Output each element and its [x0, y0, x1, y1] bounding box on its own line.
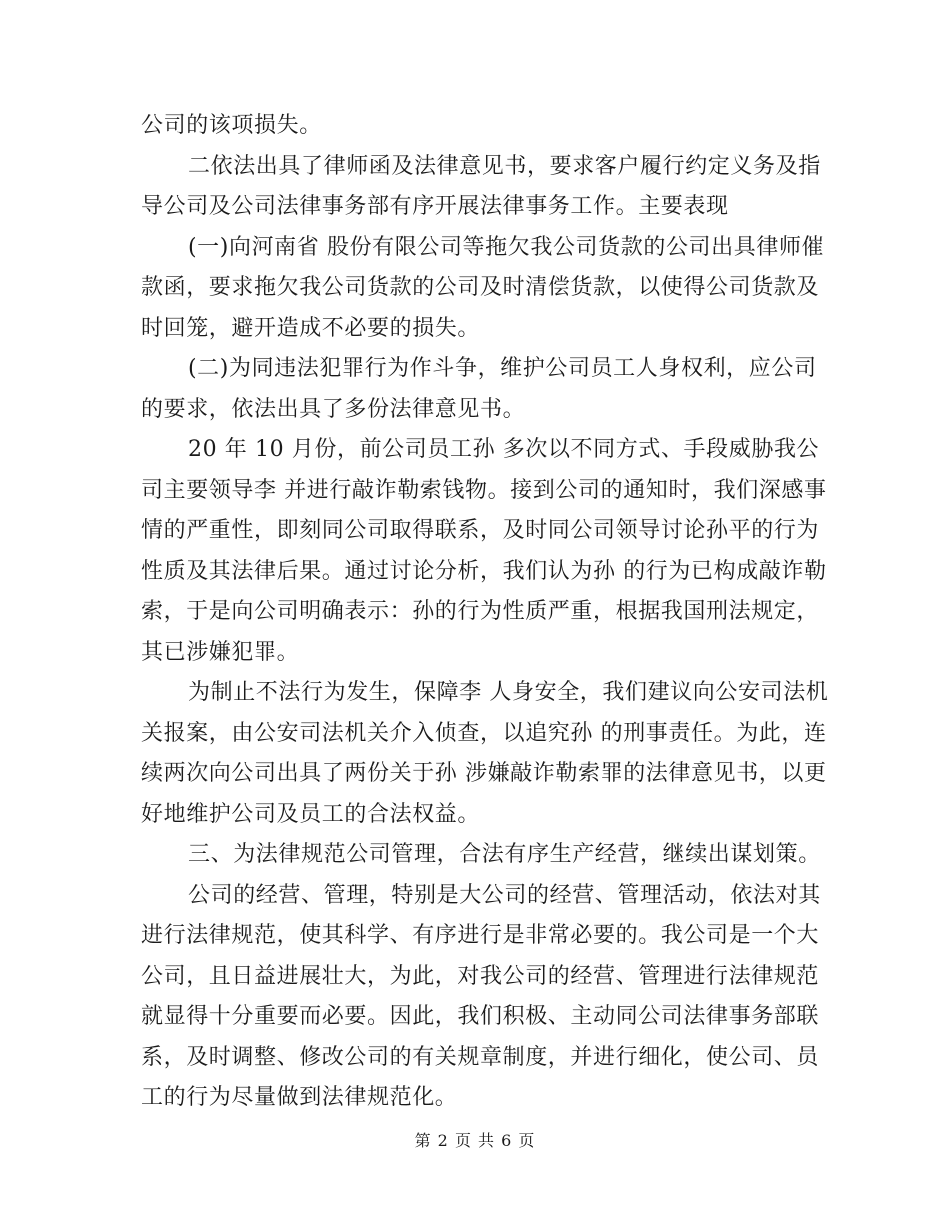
text-line: 公司，且日益进展壮大，为此，对我公司的经营、管理进行法律规范 [141, 963, 820, 989]
text-line: 性质及其法律后果。通过讨论分析，我们认为孙 的行为已构成敲诈勒 [141, 558, 827, 584]
text-line: 续两次向公司出具了两份关于孙 涉嫌敲诈勒索罪的法律意见书，以更 [141, 761, 827, 786]
text-line: 关报案，由公安司法机关介入侦查，以追究孙 的刑事责任。为此，连 [141, 720, 827, 746]
paragraph-first-line: (一)向河南省 股份有限公司等拖欠我公司货款的公司出具律师催 [188, 234, 825, 260]
text-line: 款函，要求拖欠我公司货款的公司及时清偿货款，以使得公司货款及 [141, 275, 820, 300]
text-line: 其已涉嫌犯罪。 [141, 639, 300, 665]
text-line: 进行法律规范，使其科学、有序进行是非常必要的。我公司是一个大 [141, 923, 820, 948]
paragraph-first-line: 二依法出具了律师函及法律意见书，要求客户履行约定义务及指 [188, 153, 821, 179]
text-line: 公司的该项损失。 [141, 113, 322, 138]
text-line: 导公司及公司法律事务部有序开展法律事务工作。主要表现 [141, 194, 729, 219]
paragraph-first-line: 20 年 10 月份，前公司员工孙 多次以不同方式、手段威胁我公 [188, 437, 820, 462]
page-number-footer: 第 2 页 共 6 页 [414, 1131, 536, 1150]
text-line: 好地维护公司及员工的合法权益。 [141, 801, 481, 827]
paragraph-first-line: (二)为同违法犯罪行为作斗争，维护公司员工人身权利，应公司 [188, 356, 817, 381]
text-line: 时回笼，避开造成不必要的损失。 [141, 315, 481, 341]
text-line: 工的行为尽量做到法律规范化。 [141, 1085, 458, 1110]
section-heading: 三、为法律规范公司管理，合法有序生产经营，继续出谋划策。 [188, 842, 821, 867]
text-line: 司主要领导李 并进行敲诈勒索钱物。接到公司的通知时，我们深感事 [141, 477, 827, 503]
text-line: 索，于是向公司明确表示：孙的行为性质严重，根据我国刑法规定， [141, 599, 820, 624]
text-line: 的要求，依法出具了多份法律意见书。 [141, 396, 526, 422]
text-line: 系，及时调整、修改公司的有关规章制度，并进行细化，使公司、员 [141, 1044, 820, 1070]
paragraph-first-line: 为制止不法行为发生，保障李 人身安全，我们建议向公安司法机 [188, 680, 829, 705]
text-line: 情的严重性，即刻同公司取得联系，及时同公司领导讨论孙平的行为 [141, 518, 820, 543]
paragraph-first-line: 公司的经营、管理，特别是大公司的经营、管理活动，依法对其 [188, 882, 821, 908]
text-line: 就显得十分重要而必要。因此，我们积极、主动同公司法律事务部联 [141, 1004, 820, 1029]
document-body [141, 106, 829, 1119]
